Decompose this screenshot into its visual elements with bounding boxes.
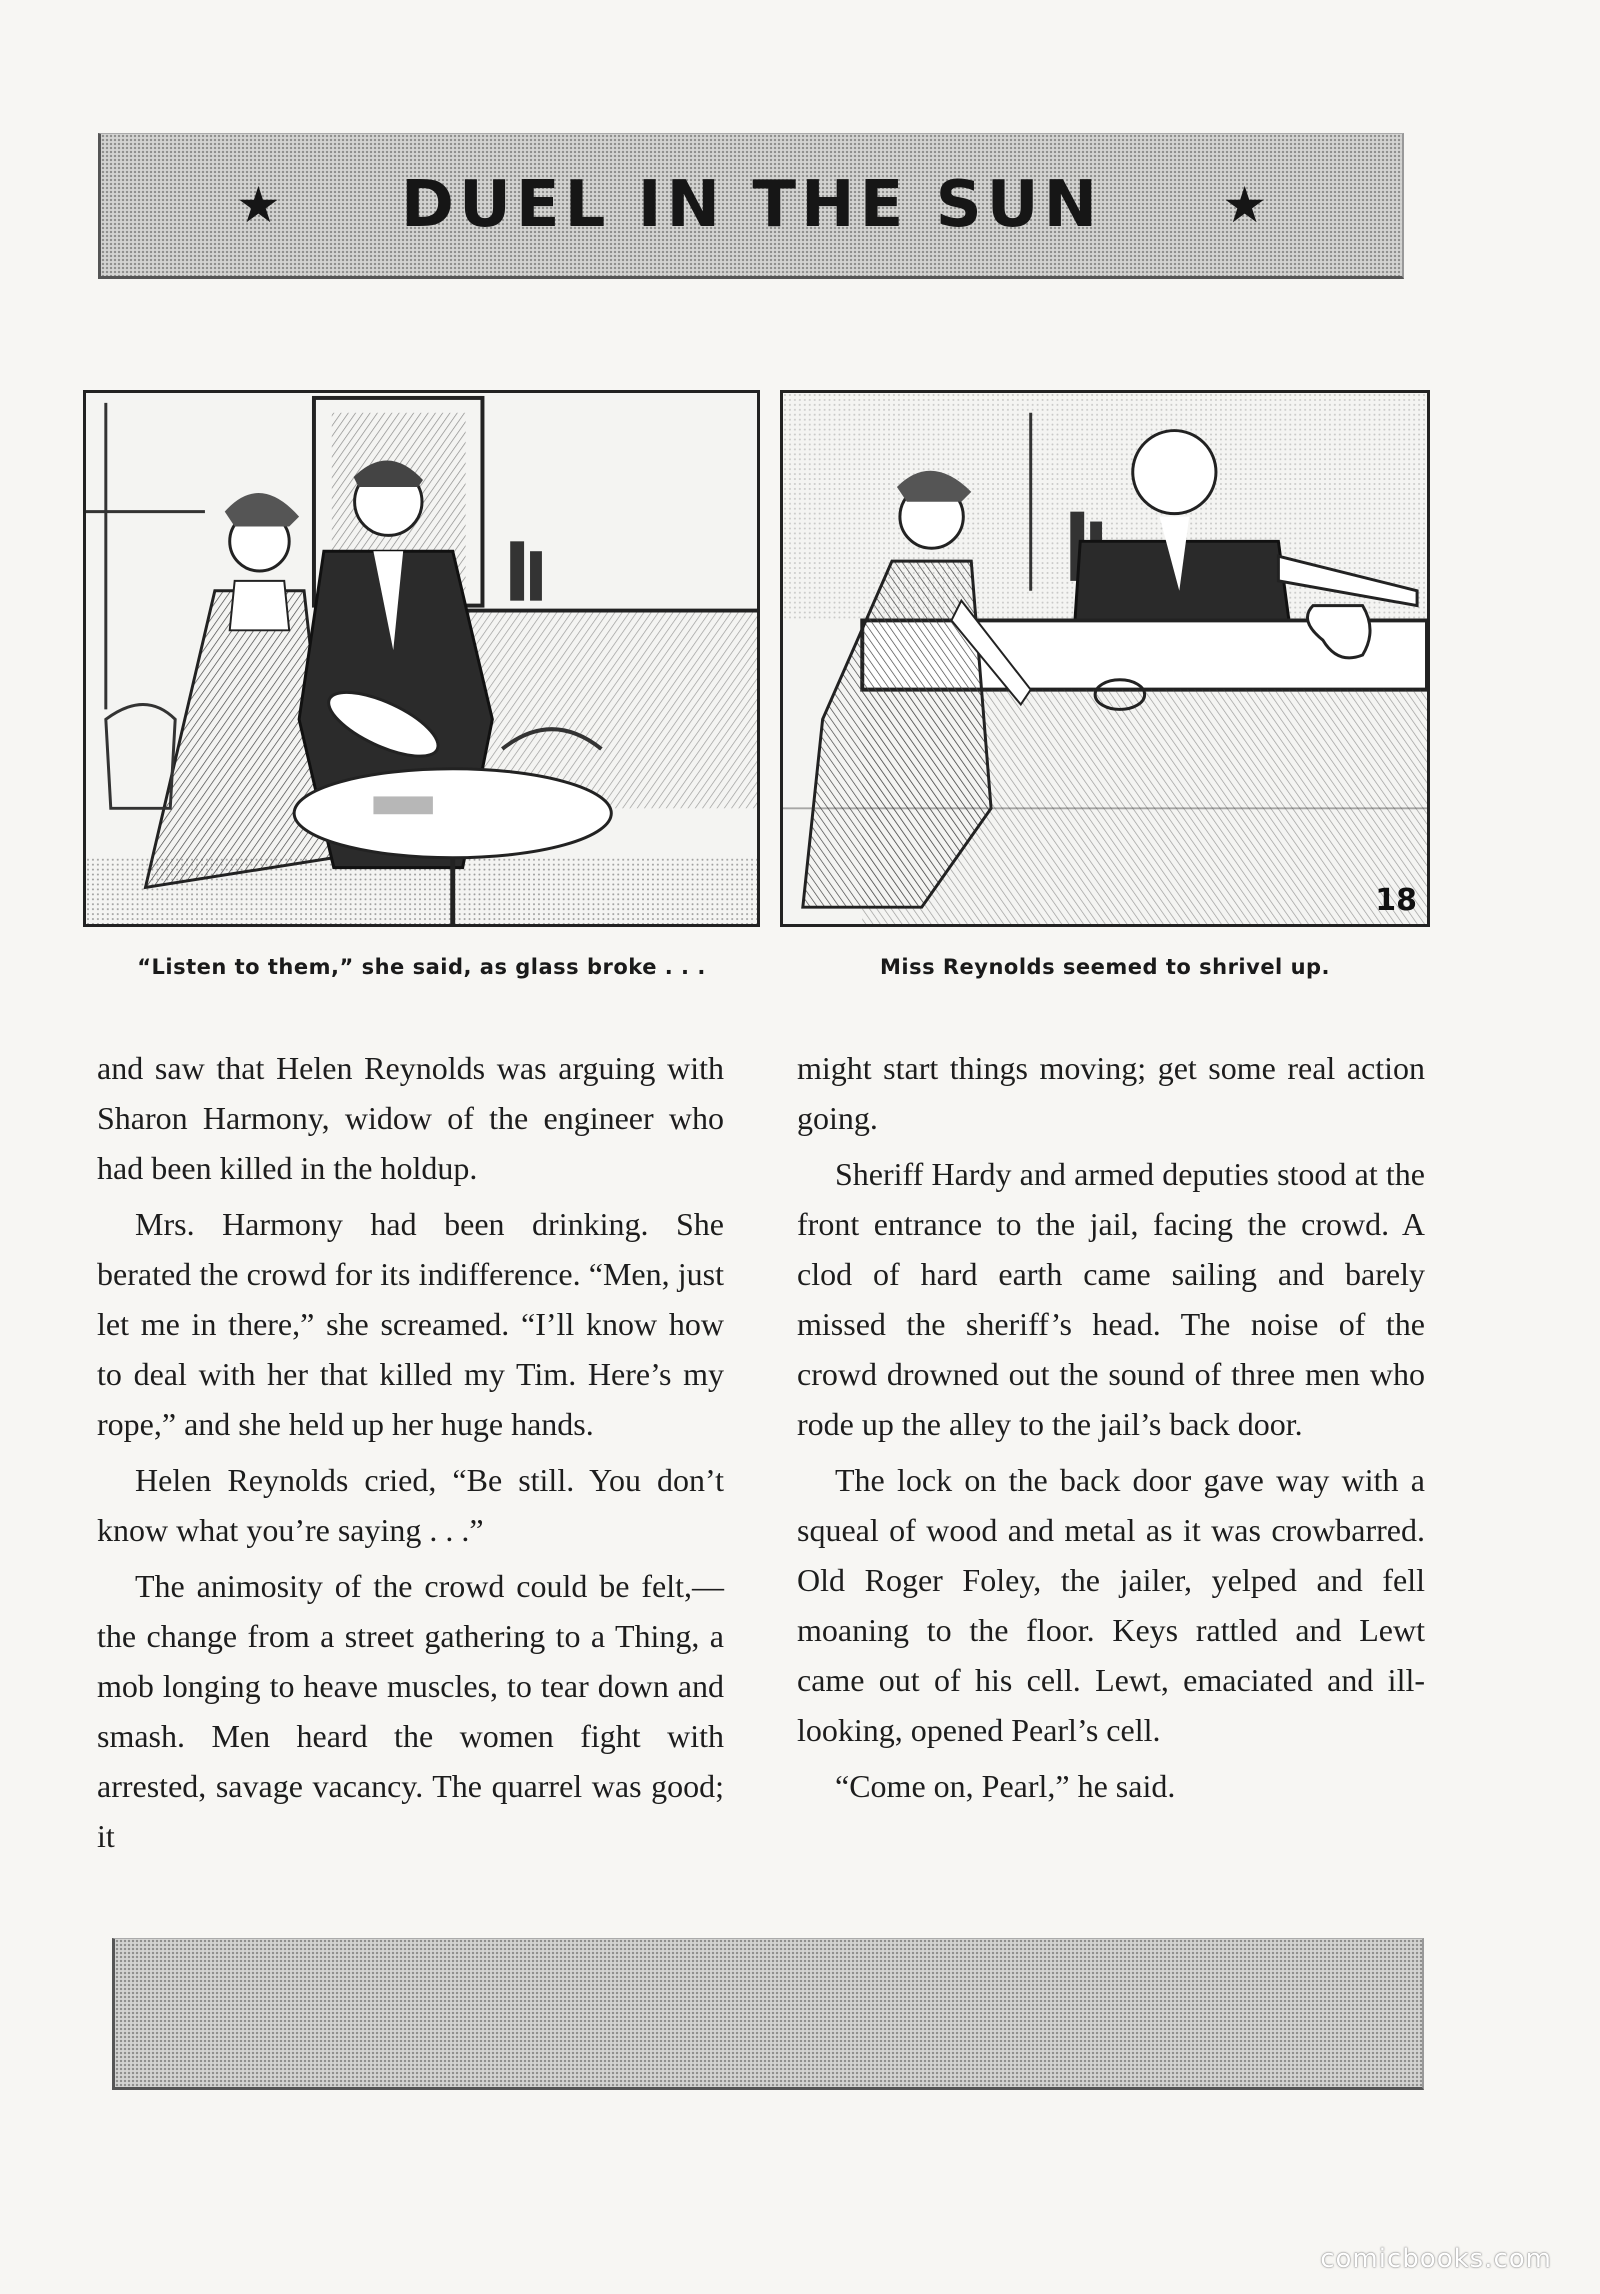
illustration-panel-right <box>780 390 1430 927</box>
saloon-scene-illustration <box>86 393 757 924</box>
caption-right: Miss Reynolds seemed to shrivel up. <box>879 955 1331 979</box>
paragraph: might start things moving; get some real action going. <box>797 1050 1425 1136</box>
paragraph: “Come on, Pearl,” he said. <box>835 1768 1176 1804</box>
watermark: comicbooks.com <box>1320 2244 1552 2274</box>
bottom-screen-box <box>112 1938 1424 2090</box>
paragraph: Mrs. Harmony had been drinking. She berated the crowd for its indifference. “Men, just let me in there,” she screamed. “I’ll know how to deal with her that killed my Tim. Here’s my rope,” and she held up her huge hands. <box>97 1206 724 1442</box>
paragraph: Sheriff Hardy and armed deputies stood at the front entrance to the jail, facing the crowd. A clod of hard earth came sailing and barely missed the sheriff’s head. The noise of the crowd drowned out the sound of three men who rode up the alley to the jail’s back door. <box>797 1156 1425 1442</box>
story-column-left <box>97 1043 724 1867</box>
panel-number: 18 <box>1375 883 1417 918</box>
story-column-right <box>797 1043 1425 1817</box>
paragraph: The animosity of the crowd could be felt,—the change from a street gathering to a Thing, a mob longing to heave muscles, to tear down and smash. Men heard the women fight with arrested, savage vacancy. The quarrel was good; it <box>97 1568 724 1854</box>
star-icon-right: ★ <box>1222 176 1268 234</box>
illustration-panel-left <box>83 390 760 927</box>
caption-left: “Listen to them,” she said, as glass broke . . . <box>137 955 706 979</box>
paragraph: The lock on the back door gave way with a squeal of wood and metal as it was crowbarred. Old Roger Foley, the jailer, yelped and fell moaning to the floor. Keys rattled and Lewt came out of his cell. Lewt, emaciated and ill-looking, opened Pearl’s cell. <box>797 1462 1425 1748</box>
paragraph: and saw that Helen Reynolds was arguing with Sharon Harmony, widow of the engineer who had been killed in the holdup. <box>97 1050 724 1186</box>
page-title: DUEL IN THE SUN <box>400 168 1103 242</box>
bar-counter-illustration <box>783 393 1427 924</box>
paragraph: Helen Reynolds cried, “Be still. You don’t know what you’re saying . . .” <box>97 1462 724 1548</box>
title-banner <box>98 133 1404 279</box>
star-icon-left: ★ <box>235 176 281 234</box>
